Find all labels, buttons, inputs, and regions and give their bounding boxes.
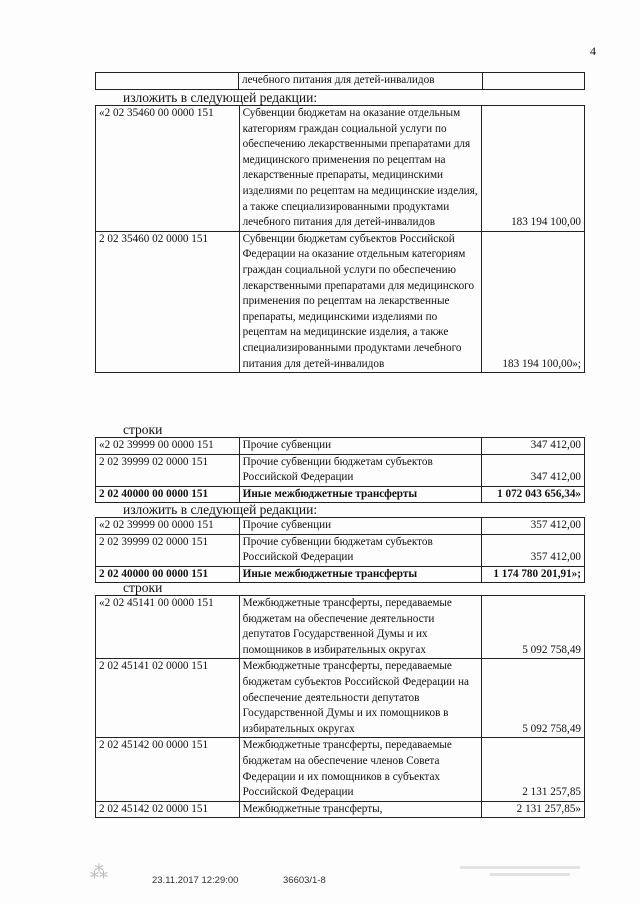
amount-cell: 1 072 043 656,34» [482,486,585,503]
table-row [96,738,585,801]
footer-doc-number: 36603/1-8 [283,875,326,886]
table-row [96,518,585,535]
amount-cell: 183 194 100,00 [482,106,585,232]
name-cell: Субвенции бюджетам субъектов Российской Федерации на оказание отдельным категориям граждан социальной услуги по обеспечению лекарственными препаратами для медицинского применения по рецептам на лекарственные препараты, медицинскими изделиями по рецептам на медицинские изделия, а также специализированными продуктами лечебного питания для детей-инвалидов [239,231,482,372]
code-cell: «2 02 39999 00 0000 151 [96,438,240,455]
footer-datetime: 23.11.2017 12:29:00 [152,875,239,886]
amount-cell: 2 131 257,85 [482,738,585,801]
amount-cell: 357 412,00 [482,534,585,566]
name-cell: Иные межбюджетные трансферты [239,566,481,583]
table-row [96,596,585,659]
table-row [96,659,585,738]
table-row [96,438,585,455]
code-cell: «2 02 39999 00 0000 151 [96,518,240,535]
name-cell: Межбюджетные трансферты, [239,801,482,818]
name-cell: Прочие субвенции [239,438,482,455]
amount-cell: 183 194 100,00»; [482,231,585,372]
name-cell: Межбюджетные трансферты, передаваемые бюджетам субъектов Российской Федерации на обеспечение деятельности депутатов Государственной Думы и их помощников в избирательных округах [239,659,482,738]
code-cell: «2 02 45141 00 0000 151 [96,596,240,659]
name-cell: Прочие субвенции бюджетам субъектов Российской Федерации [239,534,481,566]
rows-label-1: строки [123,422,163,437]
amount-cell: 347 412,00 [482,438,585,455]
faded-stamp [460,862,590,886]
amount-cell: 347 412,00 [482,454,585,486]
table-new-1 [95,105,585,373]
amount-cell: 357 412,00 [482,518,585,535]
page-number: 4 [590,44,596,58]
amount-cell: 2 131 257,85» [482,801,585,818]
table-row [96,73,585,90]
scan-mark-icon: ⁂ [90,862,108,882]
table-row [96,566,585,583]
name-cell: Иные межбюджетные трансферты [239,486,482,503]
code-cell: 2 02 45142 00 0000 151 [96,738,240,801]
table-row [96,231,585,372]
name-cell: Межбюджетные трансферты, передаваемые бюджетам на обеспечение членов Совета Федерации и их помощников в субъектах Российской Федерации [239,738,482,801]
table-row [96,454,585,486]
code-cell: 2 02 45142 02 0000 151 [96,801,240,818]
amount-cell: 5 092 758,49 [482,659,585,738]
amount-cell: 1 174 780 201,91»; [482,566,585,583]
code-cell: 2 02 45141 02 0000 151 [96,659,240,738]
name-cell: Прочие субвенции [239,518,481,535]
rows-label-2: строки [123,580,163,595]
amount-cell [482,73,584,90]
code-cell: 2 02 40000 00 0000 151 [96,486,240,503]
table-new-2 [95,517,585,583]
name-cell: Прочие субвенции бюджетам субъектов Российской Федерации [239,454,482,486]
code-cell: 2 02 35460 02 0000 151 [96,231,240,372]
table-top [95,72,585,90]
table-row [96,486,585,503]
code-cell: 2 02 39999 02 0000 151 [96,454,240,486]
replace-label-2: изложить в следующей редакции: [123,502,318,517]
name-cell: Субвенции бюджетам на оказание отдельным категориям граждан социальной услуги по обеспечению лекарственными препаратами для медицинского применения по рецептам на лекарственные препараты, медицинскими изделиями по рецептам на медицинские изделия, а также специализированными продуктами лечебного питания для детей-инвалидов [239,106,482,232]
table-old-3 [95,595,585,818]
table-old-2 [95,437,585,503]
code-cell [96,73,239,90]
table-row [96,534,585,566]
code-cell: «2 02 35460 00 0000 151 [96,106,240,232]
replace-label-1: изложить в следующей редакции: [123,90,318,105]
name-cell: Межбюджетные трансферты, передаваемые бюджетам на обеспечение деятельности депутатов Государственной Думы и их помощников в избирательных округах [239,596,482,659]
amount-cell: 5 092 758,49 [482,596,585,659]
code-cell: 2 02 40000 00 0000 151 [96,566,240,583]
table-row [96,106,585,232]
table-row [96,801,585,818]
name-cell: лечебного питания для детей-инвалидов [239,73,483,90]
code-cell: 2 02 39999 02 0000 151 [96,534,240,566]
